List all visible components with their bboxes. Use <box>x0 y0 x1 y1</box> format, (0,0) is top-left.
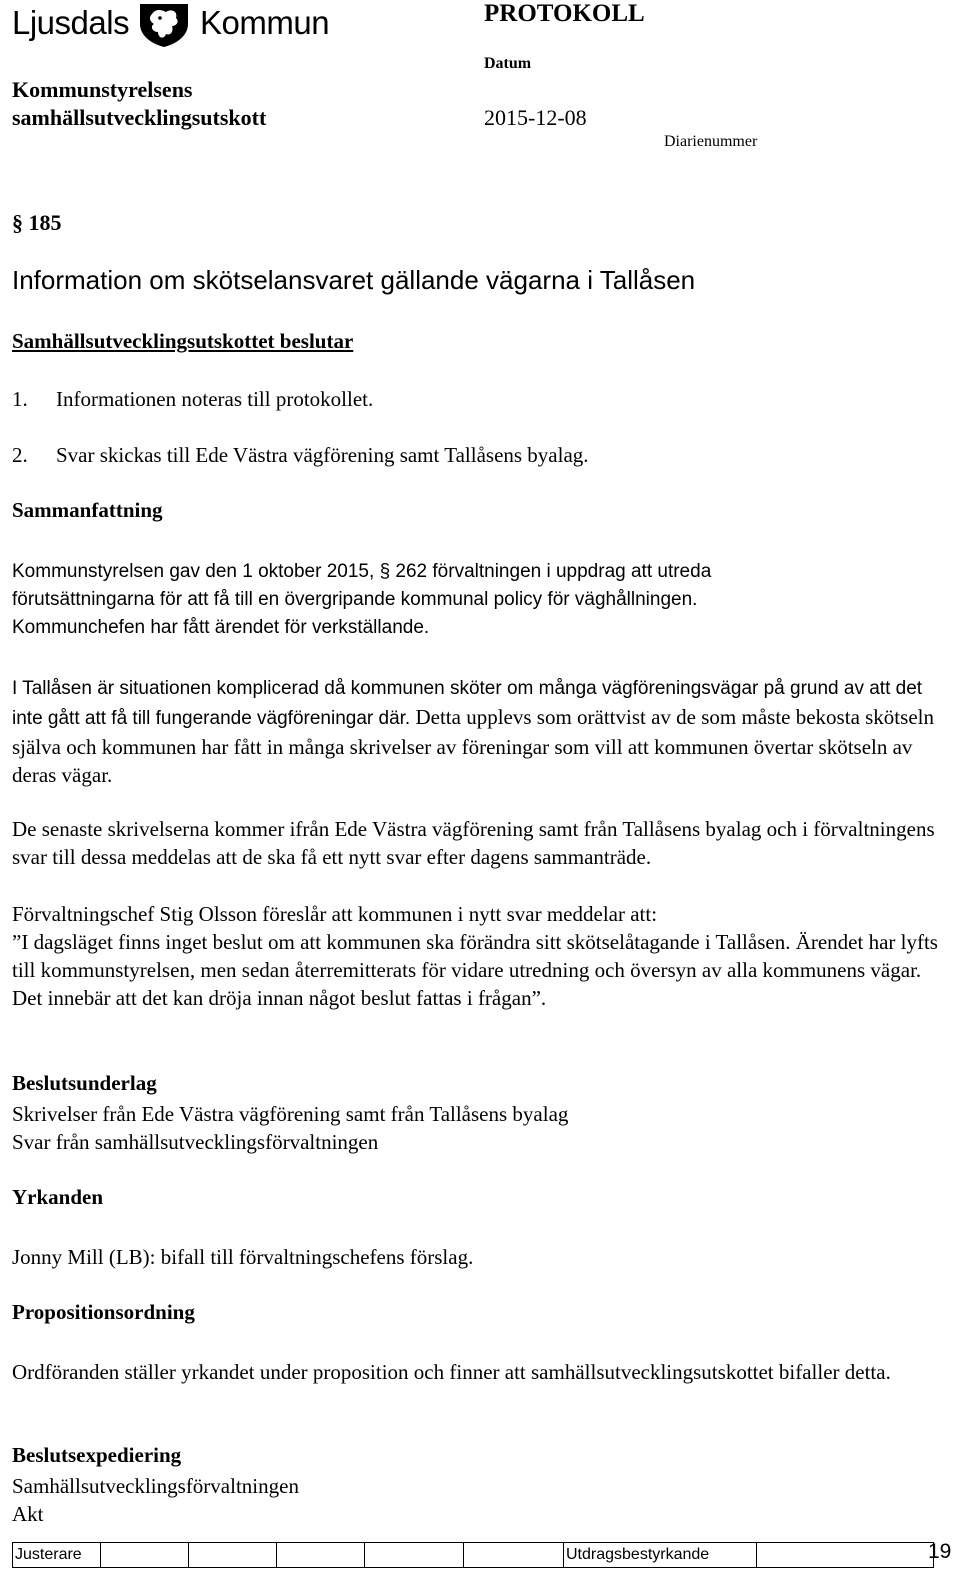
decision-item-text: Svar skickas till Ede Västra vägförening samt Tallåsens byalag. <box>56 443 589 467</box>
justerare-signature-box-4 <box>365 1543 464 1567</box>
basis-item: Skrivelser från Ede Västra vägförening samt från Tallåsens byalag <box>12 1102 569 1126</box>
section-number-value: 185 <box>28 210 62 235</box>
claims-text: Jonny Mill (LB): bifall till förvaltningschefens förslag. <box>12 1245 474 1269</box>
committee-line2: samhällsutvecklingsutskott <box>12 105 267 130</box>
proposition-heading: Propositionsordning <box>12 1300 195 1324</box>
date-label: Datum <box>484 55 532 72</box>
proposition-text: Ordföranden ställer yrkandet under proposition och finner att samhällsutvecklingsutskottet bifaller detta. <box>12 1360 891 1384</box>
summary-p2-sans: I Tallåsen är situationen komplicerad då kommunen sköter om många vägföreningsvägar på grund av att det inte gått att få till fungerande vägföreningar där. <box>12 678 923 729</box>
summary-p4-quote: ”I dagsläget finns inget beslut om att kommunen ska förändra sitt skötselåtagande i Tallåsen. Ärendet har lyfts till kommunstyrelsen, men sedan återremitterats för vidare utredning och översyn av alla kommunens vägar. Det innebär att det kan dröja innan något beslut fattas i frågan”. <box>12 930 938 1010</box>
justerare-signature-box-5 <box>464 1543 564 1567</box>
justerare-signature-box-2 <box>189 1543 277 1567</box>
logo-text-ljusdals: Ljusdals <box>12 4 130 41</box>
dispatch-heading: Beslutsexpediering <box>12 1443 182 1467</box>
summary-heading: Sammanfattning <box>12 498 163 522</box>
summary-p1-a: Kommunstyrelsen gav den 1 oktober 2015, <box>12 561 375 582</box>
dispatch-item: Samhällsutvecklingsförvaltningen <box>12 1474 299 1498</box>
decision-item-text: Informationen noteras till protokollet. <box>56 387 374 411</box>
utdrag-label: Utdragsbestyrkande <box>564 1543 757 1567</box>
summary-paragraph-3: De senaste skrivelserna kommer ifrån Ede Västra vägförening samt från Tallåsens byalag och i förvaltningens svar till dessa meddelas att de ska få ett nytt svar efter dagens sammanträde. <box>12 817 935 869</box>
paragraph-sign: § <box>12 210 23 235</box>
utdrag-signature-box <box>757 1543 931 1567</box>
doc-type-title: PROTOKOLL <box>484 0 645 27</box>
justerare-signature-box-3 <box>277 1543 365 1567</box>
committee-line1: Kommunstyrelsens <box>12 77 193 102</box>
diarie-label: Diarienummer <box>664 133 758 150</box>
summary-p2-serif: Detta upplevs som orättvist av de som måste bekosta skötseln själva och kommunen har fått in många skrivelser av föreningar som vill att kommunen övertar skötseln av deras vägar. <box>12 705 934 787</box>
logo-text-kommun: Kommun <box>200 4 330 41</box>
section-title: Information om skötselansvaret gällande vägarna i Tallåsen <box>12 265 696 295</box>
basis-heading: Beslutsunderlag <box>12 1071 157 1095</box>
summary-paragraph-1 <box>12 558 947 642</box>
coat-of-arms-icon <box>136 2 192 48</box>
decision-item-2 <box>12 441 589 469</box>
summary-p1-c: förutsättningarna för att få till en övergripande kommunal policy för väghållningen. <box>12 589 698 610</box>
footer-signature-table <box>12 1542 934 1568</box>
summary-p1-d: Kommunchefen har fått ärendet för verkställande. <box>12 617 430 638</box>
dispatch-item: Akt <box>12 1502 44 1526</box>
page-number: 19 <box>928 1540 952 1563</box>
paragraph-sign: § <box>379 561 391 582</box>
decision-item-num: 2. <box>12 443 28 467</box>
summary-p4-line1: Förvaltningschef Stig Olsson föreslår att kommunen i nytt svar meddelar att: <box>12 902 658 926</box>
decision-item-num: 1. <box>12 387 28 411</box>
decision-item-1 <box>12 385 373 413</box>
justerare-label: Justerare <box>13 1543 101 1567</box>
justerare-signature-box-1 <box>101 1543 189 1567</box>
decision-heading: Samhällsutvecklingsutskottet beslutar <box>12 329 354 353</box>
summary-paragraph-2 <box>12 673 947 789</box>
claims-heading: Yrkanden <box>12 1185 104 1209</box>
summary-p1-b: 262 förvaltningen i uppdrag att utreda <box>395 561 712 582</box>
section-number <box>12 210 62 236</box>
basis-item: Svar från samhällsutvecklingsförvaltningen <box>12 1130 379 1154</box>
meeting-date: 2015-12-08 <box>484 105 587 130</box>
summary-paragraph-4 <box>12 900 947 1012</box>
